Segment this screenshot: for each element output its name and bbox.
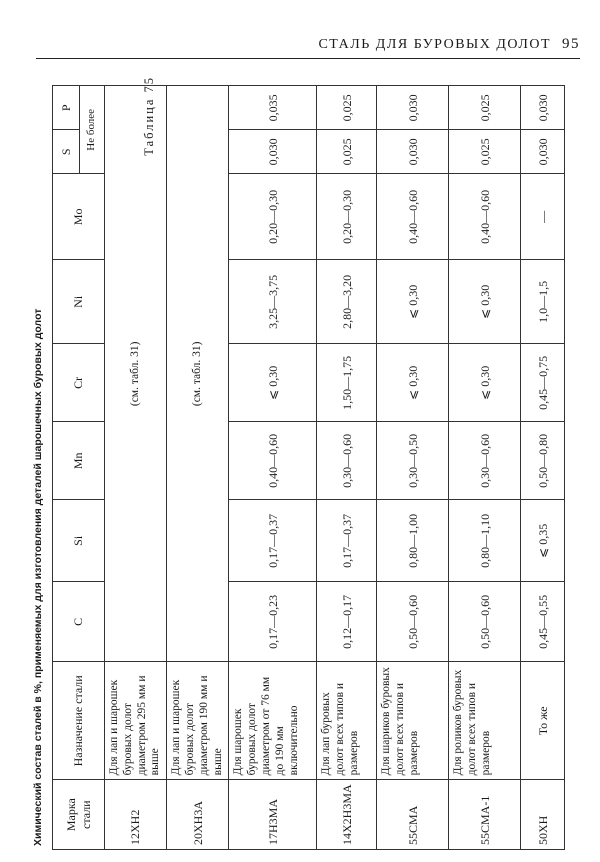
- cell-p: 0,025: [449, 86, 521, 130]
- cell-purpose: Для шариков буровых долот всех типов и размеров: [377, 662, 449, 780]
- cell-mn: 0,30—0,50: [377, 422, 449, 500]
- col-mn-header: Mn: [53, 422, 105, 500]
- cell-purpose: Для лап буровых долот всех типов и размеров: [317, 662, 377, 780]
- col-mo-header: Mo: [53, 174, 105, 260]
- table-area: [20, 60, 580, 850]
- cell-si: ⩽ 0,35: [521, 500, 565, 582]
- cell-grade: 55СМА-1: [449, 780, 521, 850]
- cell-ni: ⩽ 0,30: [449, 260, 521, 344]
- cell-mn: 0,30—0,60: [317, 422, 377, 500]
- cell-p: 0,025: [317, 86, 377, 130]
- table-row: [521, 86, 565, 850]
- cell-cr: 0,45—0,75: [521, 344, 565, 422]
- cell-mn: 0,40—0,60: [229, 422, 317, 500]
- cell-mo: 0,20—0,30: [229, 174, 317, 260]
- cell-cr: ⩽ 0,30: [229, 344, 317, 422]
- header-row: [53, 86, 80, 850]
- col-purpose-header: Назначение стали: [53, 662, 105, 780]
- cell-p: 0,030: [377, 86, 449, 130]
- col-grade-header: Марка стали: [53, 780, 105, 850]
- running-head-title: СТАЛЬ ДЛЯ БУРОВЫХ ДОЛОТ: [318, 37, 551, 52]
- running-head: [318, 36, 580, 53]
- cell-ni: 1,0—1,5: [521, 260, 565, 344]
- cell-si: 0,17—0,37: [317, 500, 377, 582]
- sp-note: Не более: [80, 86, 105, 174]
- cell-s: 0,030: [377, 130, 449, 174]
- cell-mo: —: [521, 174, 565, 260]
- cell-grade: 17Н3МА: [229, 780, 317, 850]
- cell-cr: ⩽ 0,30: [377, 344, 449, 422]
- col-ni-header: Ni: [53, 260, 105, 344]
- cell-purpose: Для роликов буровых долот всех типов и размеров: [449, 662, 521, 780]
- cell-grade: 12ХН2: [105, 780, 167, 850]
- cell-si: 0,80—1,00: [377, 500, 449, 582]
- col-c-header: C: [53, 582, 105, 662]
- table-row: [449, 86, 521, 850]
- rotated-table-block: [20, 60, 580, 850]
- col-si-header: Si: [53, 500, 105, 582]
- cell-c: 0,50—0,60: [449, 582, 521, 662]
- cell-p: 0,035: [229, 86, 317, 130]
- cell-c: 0,12—0,17: [317, 582, 377, 662]
- cell-cr: ⩽ 0,30: [449, 344, 521, 422]
- cell-si: 0,17—0,37: [229, 500, 317, 582]
- cell-s: 0,025: [317, 130, 377, 174]
- cell-mo: 0,40—0,60: [377, 174, 449, 260]
- cell-mn: 0,30—0,60: [449, 422, 521, 500]
- cell-s: 0,025: [449, 130, 521, 174]
- col-p-header: P: [53, 86, 80, 130]
- cell-grade: 14Х2Н3МА: [317, 780, 377, 850]
- cell-s: 0,030: [521, 130, 565, 174]
- table-row: [105, 86, 167, 850]
- col-cr-header: Cr: [53, 344, 105, 422]
- cell-si: 0,80—1,10: [449, 500, 521, 582]
- cell-grade: 55СМА: [377, 780, 449, 850]
- cell-mo: 0,40—0,60: [449, 174, 521, 260]
- cell-p: 0,030: [521, 86, 565, 130]
- cell-c: 0,45—0,55: [521, 582, 565, 662]
- cell-mn: 0,50—0,80: [521, 422, 565, 500]
- cell-purpose: Для шарошек буровых долот диаметром от 76 мм до 190 мм включительно: [229, 662, 317, 780]
- page-number: 95: [562, 36, 580, 52]
- cell-c: 0,50—0,60: [377, 582, 449, 662]
- cell-purpose: Для лап и шарошек буровых долот диаметром 190 мм и выше: [167, 662, 229, 780]
- cell-grade: 20ХН3А: [167, 780, 229, 850]
- cell-ni: 3,25—3,75: [229, 260, 317, 344]
- cell-ref-note: (см. табл. 31): [105, 86, 167, 662]
- table-row: [317, 86, 377, 850]
- table-caption: Химический состав сталей в %, применяемых для изготовления деталей шарошечных буровых долот: [32, 308, 44, 846]
- cell-ni: ⩽ 0,30: [377, 260, 449, 344]
- cell-c: 0,17—0,23: [229, 582, 317, 662]
- header-rule: [36, 58, 580, 59]
- cell-mo: 0,20—0,30: [317, 174, 377, 260]
- cell-s: 0,030: [229, 130, 317, 174]
- cell-purpose: Для лап и шарошек буровых долот диаметром 295 мм и выше: [105, 662, 167, 780]
- cell-cr: 1,50—1,75: [317, 344, 377, 422]
- col-s-header: S: [53, 130, 80, 174]
- composition-table: [52, 85, 565, 850]
- cell-ni: 2,80—3,20: [317, 260, 377, 344]
- cell-ref-note: (см. табл. 31): [167, 86, 229, 662]
- cell-purpose: То же: [521, 662, 565, 780]
- table-row: [377, 86, 449, 850]
- table-label: Таблица 75: [142, 76, 156, 156]
- cell-grade: 50ХН: [521, 780, 565, 850]
- table-row: [229, 86, 317, 850]
- table-row: [167, 86, 229, 850]
